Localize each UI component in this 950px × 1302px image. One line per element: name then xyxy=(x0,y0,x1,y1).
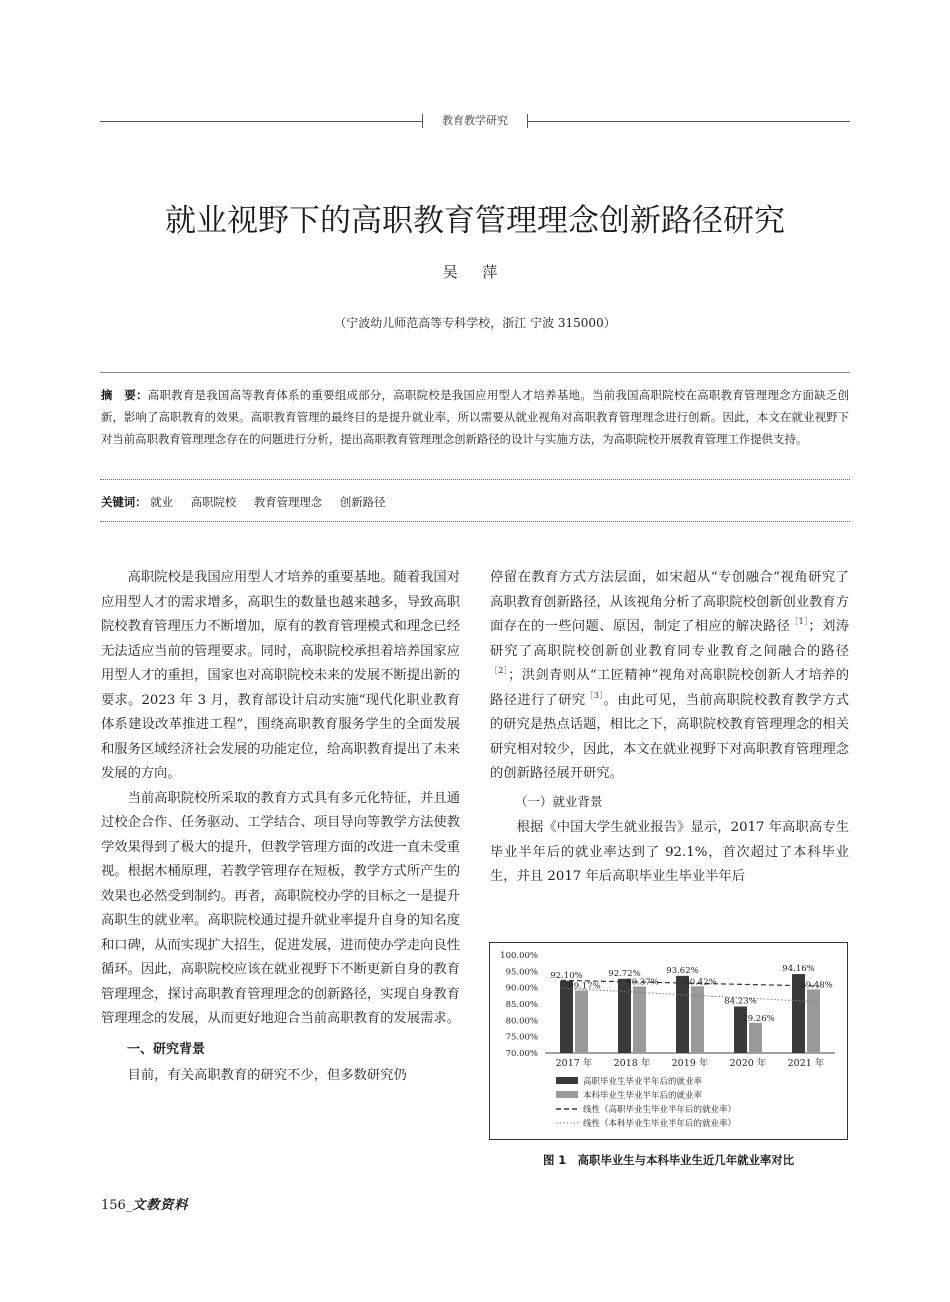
bar-undergraduate xyxy=(633,986,646,1053)
keyword: 教育管理理念 xyxy=(253,495,323,509)
paragraph: 高职院校是我国应用型人才培养的重要基地。随着我国对应用型人才的需求增多，高职生的数量也越来越多，导致高职院校教育管理压力不断增加，原有的教育管理模式和理念已经无法适应当前的管理要求。同时，高职院校承担着培养国家应用型人才的重担，国家也对高职院校未来的发展不断提出新的要求。2023 年 3 月，教育部设计启动实施“现代化职业教育体系建设改革推进工程”，围绕高职教育服务学生的全面发展和服务区域经济社会发展的功能定位，给高职教育提出了未来发展的方向。 xyxy=(101,570,461,781)
paragraph: 根据《中国大学生就业报告》显示，2017 年高职高专生毕业半年后的就业率达到了 92.1%，首次超过了本科毕业生，并且 2017 年后高职毕业生毕业半年后 xyxy=(490,820,849,884)
legend-label: 本科毕业生毕业半年后的就业率 xyxy=(583,1091,703,1101)
body-column-right xyxy=(490,566,849,890)
x-tick-label: 2018 年 xyxy=(613,1058,651,1069)
page-number: 156 xyxy=(101,1198,126,1213)
article-author: 吴 萍 xyxy=(442,263,508,281)
text-run: ；刘涛研究了高职院校创新创业教育同专业教育之间融合的路径 xyxy=(490,619,850,659)
article-title: 就业视野下的高职教育管理理念创新路径研究 xyxy=(165,203,785,239)
data-label-vocational: 92.72% xyxy=(608,968,641,979)
keywords xyxy=(101,492,849,512)
header-tick-right xyxy=(527,114,528,128)
data-label-undergraduate: 90.37% xyxy=(626,977,659,988)
legend-label: 高职毕业生毕业半年后的就业率 xyxy=(583,1077,703,1087)
paragraph xyxy=(490,566,849,787)
section-label: 教育教学研究 xyxy=(423,113,527,129)
page-footer xyxy=(101,1196,188,1216)
y-tick-label: 100.00% xyxy=(500,951,538,961)
section-heading: 一、研究背景 xyxy=(127,1041,206,1057)
x-tick-label: 2019 年 xyxy=(671,1058,709,1069)
data-label-vocational: 92.10% xyxy=(550,970,583,981)
data-label-undergraduate: 79.26% xyxy=(742,1013,775,1024)
citation: ［2］ xyxy=(490,666,509,675)
x-tick-label: 2017 年 xyxy=(555,1058,593,1069)
citation: ［1］ xyxy=(790,617,809,626)
bar-vocational xyxy=(618,979,631,1053)
data-label-undergraduate: 90.42% xyxy=(684,977,717,988)
keyword: 就业 xyxy=(150,495,173,509)
y-tick-label: 80.00% xyxy=(505,1016,538,1027)
y-tick-label: 90.00% xyxy=(505,983,538,994)
bar-undergraduate xyxy=(575,990,588,1053)
text-run: 停留在教育方式方法层面，如宋超从“专创融合”视角研究了高职教育创新路径，从该视角分析了高职院校创新创业教育方面存在的一些问题、原因，制定了相应的解决路径 xyxy=(490,570,850,634)
legend-label: 线性（本科毕业生毕业半年后的就业率） xyxy=(583,1119,737,1129)
data-label-vocational: 84.23% xyxy=(724,996,757,1007)
data-label-vocational: 94.16% xyxy=(782,964,815,975)
y-tick-label: 70.00% xyxy=(505,1049,538,1059)
text-run: 。由此可见，当前高职院校教育教学方式的研究是热点话题，相比之下，高职院校教育管理理念的相关研究相对较少，因此，本文在就业视野下对高职教育管理理念的创新路径展开研究。 xyxy=(490,692,850,781)
abstract xyxy=(101,384,849,450)
data-label-undergraduate: 89.48% xyxy=(800,980,833,991)
abstract-label: 摘 要： xyxy=(101,388,148,402)
legend-swatch-undergraduate xyxy=(556,1091,578,1098)
abstract-divider xyxy=(100,479,850,480)
text-run: ；洪剑青则从“工匠精神”视角对高职院校创新人才培养的路径进行了研究 xyxy=(490,668,849,708)
figure-caption: 图 1 高职毕业生与本科毕业生近几年就业率对比 xyxy=(542,1153,795,1167)
x-tick-label: 2021 年 xyxy=(787,1058,825,1069)
bar-vocational xyxy=(676,976,689,1053)
keywords-divider xyxy=(100,521,850,522)
subsection-heading: （一）就业背景 xyxy=(515,793,603,809)
body-column-left xyxy=(101,566,460,1089)
data-label-vocational: 93.62% xyxy=(666,965,699,976)
abstract-text: 高职教育是我国高等教育体系的重要组成部分，高职院校是我国应用型人才培养基地。当前我国高职院校在高职教育管理理念方面缺乏创新，影响了高职教育的效果。高职教育管理的最终目的是提升就业率，所以需要从就业视角对高职教育管理理念进行创新。因此，本文在就业视野下对当前高职教育管理理念存在的问题进行分析，提出高职教育管理理念创新路径的设计与实施方法，为高职院校开展教育管理工作提供支持。 xyxy=(101,388,849,446)
keyword: 高职院校 xyxy=(190,495,237,509)
journal-name: 文教资料 xyxy=(132,1198,189,1213)
bar-chart xyxy=(490,943,847,1139)
y-tick-label: 75.00% xyxy=(505,1032,538,1043)
figure-chart xyxy=(489,942,848,1140)
bar-undergraduate xyxy=(749,1023,762,1053)
y-tick-label: 95.00% xyxy=(505,967,538,978)
abstract-top-rule xyxy=(100,372,850,373)
citation: ［3］ xyxy=(585,690,604,700)
keyword: 创新路径 xyxy=(339,495,386,509)
data-label-undergraduate: 89.17% xyxy=(568,981,601,992)
footer-separator: _ xyxy=(125,1198,133,1213)
legend-label: 线性（高职毕业生毕业半年后的就业率） xyxy=(583,1105,737,1115)
legend-swatch-vocational xyxy=(556,1077,578,1084)
x-tick-label: 2020 年 xyxy=(729,1058,767,1069)
paragraph: 目前，有关高职教育的研究不少，但多数研究仍 xyxy=(127,1068,407,1083)
keywords-label: 关键词： xyxy=(101,495,147,509)
author-affiliation: （宁波幼儿师范高等专科学校，浙江 宁波 315000） xyxy=(334,316,616,330)
bar-undergraduate xyxy=(691,986,704,1053)
y-tick-label: 85.00% xyxy=(505,1000,538,1010)
bar-undergraduate xyxy=(807,989,820,1053)
paragraph: 当前高职院校所采取的教育方式具有多元化特征，并且通过校企合作、任务驱动、工学结合、项目导向等教学方法使教学效果得到了极大的提升，但教学管理方面的改进一直未受重视。根据木桶原理，若教学管理存在短板，教学方式所产生的效果也必然受到制约。再者，高职院校办学的目标之一是提升高职生的就业率。高职院校通过提升就业率提升自身的知名度和口碑，从而实现扩大招生，促进发展，进而使办学走向良性循环。因此，高职院校应该在就业视野下不断更新自身的教育管理理念，探讨高职教育管理理念的创新路径，实现自身教育管理理念的发展，从而更好地迎合当前高职教育的发展需求。 xyxy=(101,790,461,1026)
bar-vocational xyxy=(560,981,573,1053)
